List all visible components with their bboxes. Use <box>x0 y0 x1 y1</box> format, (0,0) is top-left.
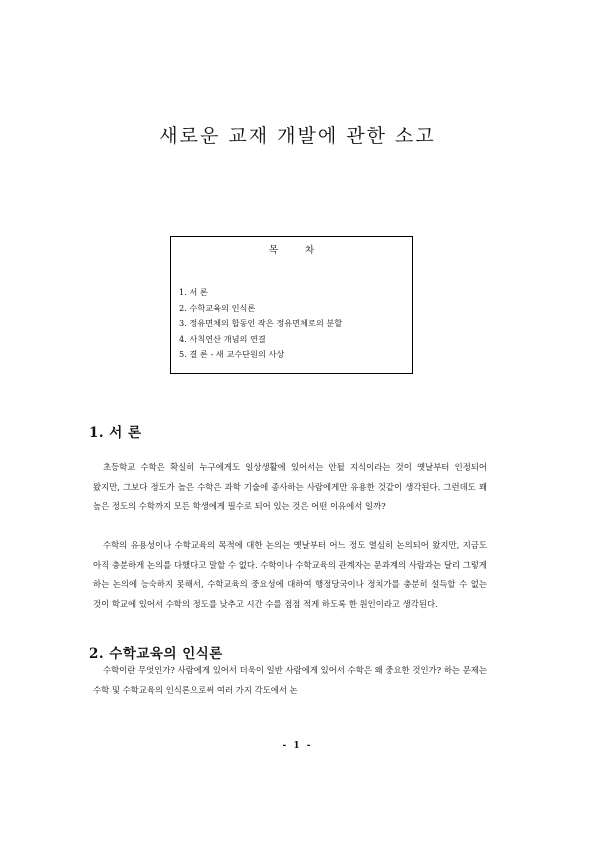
section-heading-introduction: 1. 서 론 <box>89 425 142 441</box>
toc-heading: 목 차 <box>268 245 327 256</box>
page-number: - 1 - <box>282 741 313 751</box>
toc-list <box>179 285 342 363</box>
section-heading-epistemology: 2. 수학교육의 인식론 <box>89 646 223 662</box>
toc-item: 4. 사칙연산 개념의 연결 <box>179 333 266 344</box>
toc-item: 2. 수학교육의 인식론 <box>179 302 256 313</box>
table-of-contents <box>170 236 413 374</box>
paragraph: 수학이란 무엇인가? 사람에게 있어서 더욱이 일반 사람에게 있어서 수학은 왜 중요한 것인가? 하는 문제는 수학 및 수학교육의 인식론으로써 여러 가지 각도에서 논 <box>93 665 487 695</box>
document-title: 새로운 교재 개발에 관한 소고 <box>159 125 436 147</box>
paragraph: 초등학교 수학은 확실히 누구에게도 일상생활에 있어서는 안될 지식이라는 것이 옛날부터 인정되어 왔지만, 그보다 정도가 높은 수학은 과학 기술에 종사하는 사람에게만 유용한 것같이 생각된다. 그런데도 꽤 높은 정도의 수학까지 모든 학생에게 필수로 되어 있는 것은 어떤 이유에서 일까? <box>93 462 487 512</box>
toc-item: 1. 서 론 <box>179 287 208 297</box>
toc-item: 5. 결 론 - 새 교수단원의 사상 <box>179 349 285 359</box>
toc-item: 3. 정유면체의 합동인 작은 정유면체로의 분할 <box>179 318 343 328</box>
paragraph: 수학의 유용성이나 수학교육의 목적에 대한 논의는 옛날부터 어느 정도 열심히 논의되어 왔지만, 지금도 아직 충분하게 논의를 다했다고 말할 수 없다. 수학이나 수학교육의 관계자는 문과계의 사람과는 달리 그렇게 하는 논의에 능숙하지 못해서, 수학교육의 중요성에 대하여 행정당국이나 정치가를 충분히 설득할 수 없는 것이 학교에 있어서 수학의 정도를 낮추고 시간 수를 점점 적게 하도록 한 원인이라고 생각된다. <box>93 540 487 609</box>
